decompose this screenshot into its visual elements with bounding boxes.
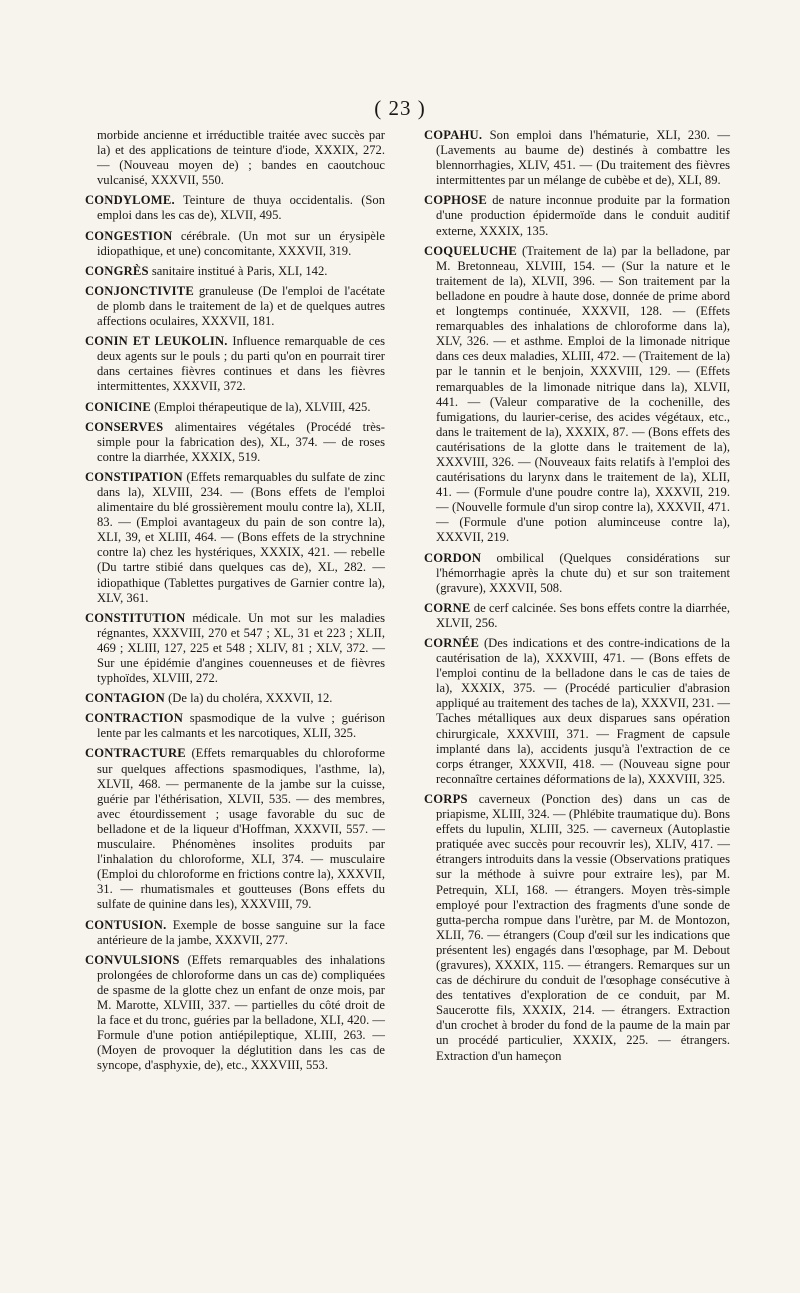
entry-heading: CONSTIPATION <box>85 469 183 484</box>
entry-text: ombilical (Quelques considérations sur l'hémorrhagie après la chute du) et sur son traitement (gravure), XXXVII, 508. <box>436 550 730 595</box>
entry-heading: CONTRACTURE <box>85 746 186 761</box>
index-entry <box>85 953 385 1074</box>
index-entry <box>85 918 385 948</box>
index-entry <box>424 244 730 546</box>
entry-heading: COQUELUCHE <box>424 243 517 258</box>
entry-heading: CONDYLOME. <box>85 193 175 208</box>
entry-text: Exemple de bosse sanguine sur la face antérieure de la jambe, XXXVII, 277. <box>97 917 385 947</box>
entry-text: (Effets remarquables du chloroforme sur quelques affections spasmodiques, l'asthme, la), XLVII, 468. — permanente de la jambe sur la cuisse, guérie par l'éthérisation, XLVII, 535. — des membres, avec étourdissement ; usage favorable du suc de belladone et de la liqueur d'Hoffman, XXXVII, 557. — musculaire. Phénomènes insolites produits par l'inhalation du chloroforme, XLI, 374. — musculaire (Emploi du chloroforme en frictions contre la), XXXVII, 31. — rhumatismales et goutteuses (Bons effets du sulfate de quinine dans les), XXXVIII, 79. <box>97 746 385 912</box>
entry-text: sanitaire institué à Paris, XLI, 142. <box>151 263 328 278</box>
entry-text: (Des indications et des contre-indications de la cautérisation de la), XXXVIII, 471. — (Bons effets de l'emploi continu de la belladone dans le cas de taies de la), XXXIX, 375. — (Procédé particulier d'abrasion appliqué au traitement des taches de la), XXXVII, 231. — Taches métalliques aux deux disparues sans opération chirurgicale, XXXVIII, 371. — Fragment de capsule implanté dans la), accidents jusqu'à l'extraction de ce corps étranger, XXXVII, 418. — (Nouveau signe pour reconnaître certaines déformations de la), XXXVIII, 325. <box>436 636 730 786</box>
index-entry <box>85 470 385 606</box>
entry-text: (Emploi thérapeutique de la), XLVIII, 425. <box>154 399 371 414</box>
entry-text: de cerf calcinée. Ses bons effets contre la diarrhée, XLVII, 256. <box>436 600 731 630</box>
index-entry <box>424 551 730 596</box>
entry-heading: COPHOSE <box>424 193 487 208</box>
entry-heading: CORNE <box>424 600 471 615</box>
index-entry <box>85 711 385 741</box>
entry-heading: CONGRÈS <box>85 263 149 278</box>
entry-text: granuleuse (De l'emploi de l'acétate de plomb dans le traitement de la) et de quelques autres affections oculaires, XXXVII, 181. <box>97 283 385 329</box>
entry-heading: CORDON <box>424 550 482 565</box>
entry-text: Influence remarquable de ces deux agents sur le pouls ; du parti qu'on en pourrait tirer dans certaines fièvres continues et dans les fièvres intermittentes, XXXVII, 372. <box>97 334 385 394</box>
right-column <box>424 128 730 1069</box>
entry-heading: COPAHU. <box>424 128 483 142</box>
entry-text: caverneux (Ponction des) dans un cas de priapisme, XLIII, 324. — (Phlébite traumatique du). Bons effets du lupulin, XLIII, 325. — caverneux (Autoplastie pratiquée avec succès pour recouvrir les), XLIV, 417. — étrangers introduits dans la vessie (Observations pratiques sur la méthode à suivre pour extraire les), par M. Petrequin, XLI, 168. — étrangers. Moyen très-simple employé pour l'extraction des fragments d'une sonde de gutta-percha rompue dans l'urètre, par M. de Montozon, XLII, 76. — étrangers (Coup d'œil sur les indications que présentent les) engagés dans l'œsophage, par M. Debout (gravures), XXXIX, 115. — étrangers. Remarques sur un cas de déchirure du conduit de l'œsophage consécutive à des tentatives d'exploration de ce conduit, par M. Saucerotte fils, XXXIX, 214. — étrangers. Extraction d'un crochet à broder du fond de la paume de la main par un procédé particulier, XXXIX, 225. — étrangers. Extraction d'un hameçon <box>436 791 730 1063</box>
index-entry <box>85 334 385 394</box>
entry-text: (Effets remarquables des inhalations prolongées de chloroforme dans un cas de) compliquées de spasme de la glotte chez un enfant de onze mois, par M. Marotte, XLVIII, 337. — partielles du côté droit de la face et du tronc, guéries par la belladone, XLI, 420. — Formule d'une potion antiépileptique, XLIII, 263. — (Moyen de provoquer la déglutition dans les cas de syncope, d'asphyxie, de), etc., XXXVIII, 553. <box>97 952 385 1073</box>
entry-heading: CONSERVES <box>85 419 164 434</box>
entry-text: (De la) du choléra, XXXVII, 12. <box>168 691 333 706</box>
entry-text: cérébrale. (Un mot sur un érysipèle idiopathique, et une) concomitante, XXXVII, 319. <box>97 228 385 258</box>
entry-text: médicale. Un mot sur les maladies régnantes, XXXVIII, 270 et 547 ; XL, 31 et 223 ; XLII, 469 ; XLIII, 127, 225 et 548 ; XLIV, 81 ; XLV, 372. — Sur une épidémie d'angines couenneuses et de fièvres typhoïdes, XLVIII, 272. <box>97 610 385 686</box>
entry-text: Son emploi dans l'hématurie, XLI, 230. — (Lavements au baume de) destinés à combattre les blennorrhagies, XLIV, 451. — (Du traitement des fièvres intermittentes par un mélange de cubèbe et de), XLI, 89. <box>436 128 730 188</box>
entry-heading: CONVULSIONS <box>85 952 180 967</box>
entry-heading: CORNÉE <box>424 636 480 650</box>
entry-text: spasmodique de la vulve ; guérison lente par les calmants et les narcotiques, XLII, 325. <box>97 711 386 741</box>
index-entry <box>85 400 385 415</box>
entry-text: alimentaires végétales (Procédé très-simple pour la fabrication des), XL, 374. — de roses contre la diarrhée, XXXIX, 519. <box>97 419 385 464</box>
index-entry <box>85 128 385 188</box>
index-entry <box>85 193 385 223</box>
entry-heading: CONSTITUTION <box>85 610 186 625</box>
entry-heading: CONIN ET LEUKOLIN. <box>85 334 228 349</box>
entry-heading: CONICINE <box>85 399 151 414</box>
index-entry <box>85 420 385 465</box>
entry-text: (Traitement de la) par la belladone, par M. Bretonneau, XLVIII, 154. — (Sur la nature et le traitement de la), XLVII, 396. — Son traitement par la belladone en poudre à haute dose, donnée de prime abord et longtemps continuée, XXXVII, 128. — (Effets remarquables des inhalations de chloroforme dans la), XLV, 326. — et asthme. Emploi de la limonade nitrique dans ces deux maladies, XLIII, 472. — (Traitement de la) par le tannin et le benjoin, XXXVIII, 129. — (Effets remarquables de la limonade nitrique dans la), XLVII, 441. — (Valeur comparative de la cochenille, des fumigations, du laurier-cerise, des acides végétaux, etc., dans le traitement de la), XXXIX, 87. — (Bons effets des cautérisations de la glotte dans le traitement de la), XXXVIII, 326. — (Nouveaux faits relatifs à l'emploi des cautérisations du larynx dans le traitement de la), XLII, 41. — (Formule d'une poudre contre la), XXXVII, 219. — (Nouvelle formule d'un sirop contre la), XXXVII, 471. — (Formule d'une potion aluminceuse contre la), XXXVII, 219. <box>436 243 730 545</box>
index-entry <box>424 601 730 631</box>
index-entry <box>85 746 385 912</box>
index-entry <box>85 264 385 279</box>
index-entry <box>85 284 385 329</box>
page-number: ( 23 ) <box>374 96 426 120</box>
entry-heading: CONTRACTION <box>85 711 184 726</box>
index-entry <box>85 611 385 686</box>
entry-heading: CONJONCTIVITE <box>85 283 194 298</box>
index-entry <box>424 193 730 238</box>
index-entry <box>85 691 385 706</box>
index-entry <box>85 229 385 259</box>
entry-heading: CONTAGION <box>85 691 165 706</box>
entry-heading: CONGESTION <box>85 228 173 243</box>
entry-text: Teinture de thuya occidentalis. (Son emploi dans les cas de), XLVII, 495. <box>97 193 385 223</box>
left-column <box>85 128 385 1078</box>
entry-heading: CONTUSION. <box>85 917 167 932</box>
index-entry <box>424 636 730 787</box>
index-entry <box>424 128 730 188</box>
entry-text: (Effets remarquables du sulfate de zinc dans la), XLVIII, 234. — (Bons effets de l'emploi alimentaire du blé grossièrement moulu contre la), XLII, 83. — (Emploi avantageux du pain de son contre la), XLI, 39, et XLIII, 464. — (Bons effets de la strychnine contre la) chez les hystériques, XXXIX, 421. — rebelle (Du tartre stibié dans quelques cas de), XL, 282. — idiopathique (Tablettes purgatives de Garnier contre la), XLV, 361. <box>97 469 385 605</box>
entry-text: morbide ancienne et irréductible traitée avec succès par la) et des applications de teinture d'iode, XXXIX, 272. — (Nouveau moyen de) ; bandes en caoutchouc vulcanisé, XXXVII, 550. <box>97 128 385 188</box>
entry-heading: CORPS <box>424 791 468 806</box>
entry-text: de nature inconnue produite par la formation d'une production épidermoïde dans le conduit auditif externe, XXXIX, 135. <box>436 193 730 238</box>
index-entry <box>424 792 730 1064</box>
